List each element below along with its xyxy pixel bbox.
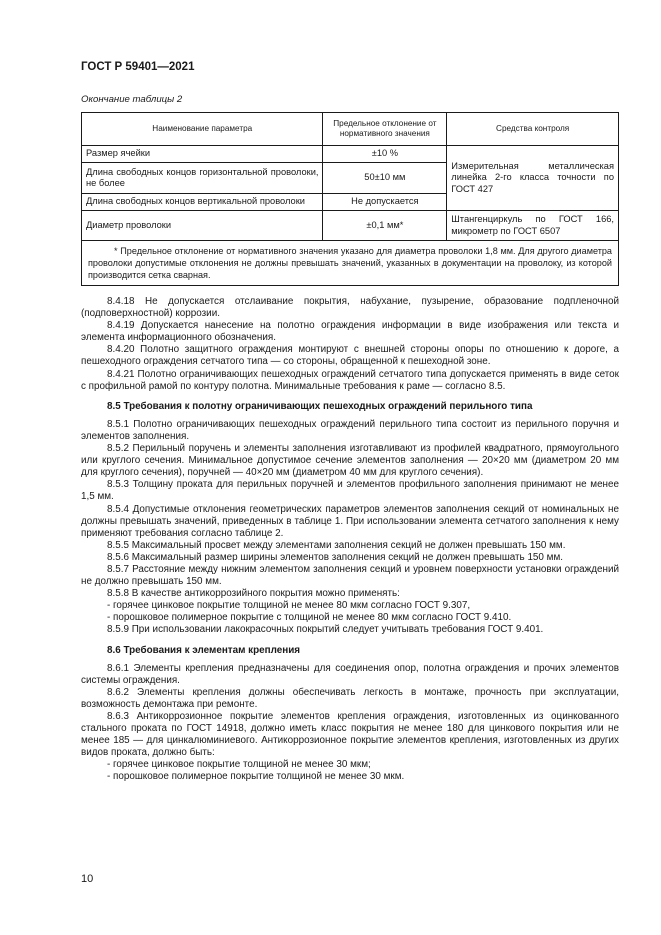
deviation-cell: ±10 % — [323, 146, 447, 163]
parameters-table — [81, 112, 619, 286]
control-means-cell: Штангенциркуль по ГОСТ 166, микрометр по ГОСТ 6507 — [447, 211, 619, 241]
table-footnote-row — [82, 241, 619, 286]
list-item: - порошковое полимерное покрытие с толщиной не менее 80 мкм согласно ГОСТ 9.410. — [107, 612, 512, 624]
paragraph-8-6-1: 8.6.1 Элементы крепления предназначены для соединения опор, полотна ограждения и прочих элементов системы ограждения. — [81, 662, 619, 686]
column-header-deviation: Предельное отклонение от нормативного значения — [323, 113, 447, 146]
control-means-cell: Измерительная металлическая линейка 2-го класса точности по ГОСТ 427 — [447, 146, 619, 211]
section-heading-8-5: 8.5 Требования к полотну ограничивающих пешеходных ограждений перильного типа — [107, 400, 533, 412]
deviation-cell: Не допускается — [323, 194, 447, 211]
paragraph-8-5-1: 8.5.1 Полотно ограничивающих пешеходных ограждений перильного типа состоит из перильного поручня и элементов заполнения. — [81, 418, 619, 442]
table-header-row — [82, 113, 619, 146]
deviation-cell: ±0,1 мм* — [323, 211, 447, 241]
paragraph-8-5-5: 8.5.5 Максимальный просвет между элементами заполнения секций не должен превышать 150 мм. — [107, 539, 566, 551]
paragraph-8-5-4: 8.5.4 Допустимые отклонения геометрических параметров элементов заполнения секций от номинальных не должны превышать значений, приведенных в таблице 1. При использовании элемента сетчатого заполнения к нему применяют требования согласно таблице 2. — [81, 503, 619, 539]
paragraph-8-4-18: 8.4.18 Не допускается отслаивание покрытия, набухание, пузырение, образование подпленочной (подповерхностной) коррозии. — [81, 296, 619, 320]
table-caption: Окончание таблицы 2 — [81, 94, 183, 105]
parameter-name-cell: Длина свободных концов вертикальной проволоки — [82, 194, 323, 211]
paragraph-8-4-19: 8.4.19 Допускается нанесение на полотно ограждения информации в виде изображения или текста и элемента информационного обозначения. — [81, 320, 619, 344]
paragraph-8-4-20: 8.4.20 Полотно защитного ограждения монтируют с внешней стороны опоры по отношению к дороге, а пешеходного ограждения сетчатого типа — со стороны, обращенной к пешеходной зоне. — [81, 344, 619, 368]
paragraph-8-5-8: 8.5.8 В качестве антикоррозийного покрытия можно применять: — [107, 588, 400, 600]
parameter-name-cell: Диаметр проволоки — [82, 211, 323, 241]
section-heading-8-6: 8.6 Требования к элементам крепления — [107, 644, 301, 656]
paragraph-8-5-3: 8.5.3 Толщину проката для перильных поручней и элементов профильного заполнения принимают не менее 1,5 мм. — [81, 479, 619, 503]
list-item: - горячее цинковое покрытие толщиной не менее 30 мкм; — [107, 759, 371, 771]
parameter-name-cell: Размер ячейки — [82, 146, 323, 163]
paragraph-8-5-6: 8.5.6 Максимальный размер ширины элементов заполнения секций не должен превышать 150 мм. — [107, 551, 563, 563]
list-item: - горячее цинковое покрытие толщиной не менее 80 мкм согласно ГОСТ 9.307, — [107, 600, 471, 612]
paragraph-8-4-21: 8.4.21 Полотно ограничивающих пешеходных ограждений сетчатого типа допускается применять в виде сеток с профильной рамой по контуру полотна. Минимальные требования к раме — согласно 8.5. — [81, 368, 619, 392]
paragraph-8-6-2: 8.6.2 Элементы крепления должны обеспечивать легкость в монтаже, прочность при эксплуатации, возможность демонтажа при ремонте. — [81, 686, 619, 710]
parameter-name-cell: Длина свободных концов горизонтальной проволоки, не более — [82, 163, 323, 194]
column-header-control: Средства контроля — [447, 113, 619, 146]
paragraph-8-5-2: 8.5.2 Перильный поручень и элементы заполнения изготавливают из профилей квадратного, прямоугольного или круглого сечения. Минимальное допустимое сечение элементов заполнения — 20×20 мм (диаметром 20 мм для круглого сечения), поручней — 40×20 мм (диаметром 40 мм для круглого сечения). — [81, 443, 619, 479]
column-header-parameter: Наименование параметра — [82, 113, 323, 146]
table-row — [82, 146, 619, 163]
table-footnote: * Предельное отклонение от нормативного значения указано для диаметра проволоки 1,8 мм. Для другого диаметра проволоки допустимые отклонения не должны превышать значений, указанных в документации на проволоку, из которой производится сетка сварная. — [82, 241, 619, 286]
list-item: - порошковое полимерное покрытие толщиной не менее 30 мкм. — [107, 771, 405, 783]
deviation-cell: 50±10 мм — [323, 163, 447, 194]
page-number: 10 — [81, 873, 94, 885]
table-row — [82, 211, 619, 241]
paragraph-8-5-9: 8.5.9 При использовании лакокрасочных покрытий следует учитывать требования ГОСТ 9.401. — [107, 624, 544, 636]
paragraph-8-5-7: 8.5.7 Расстояние между нижним элементом заполнения секций и уровнем поверхности установки ограждений не должно превышать 150 мм. — [81, 563, 619, 588]
paragraph-8-6-3: 8.6.3 Антикоррозионное покрытие элементов крепления ограждения, изготовленных из оцинкованного стального проката по ГОСТ 14918, должно иметь класс покрытия не менее 180 для цинкового покрытия или не менее 185 — для цинкалюминиевого. Антикоррозионное покрытие элементов крепления, изготовленных из других видов проката, должно быть: — [81, 711, 619, 759]
body-text — [81, 296, 619, 784]
document-header: ГОСТ Р 59401—2021 — [81, 61, 195, 73]
